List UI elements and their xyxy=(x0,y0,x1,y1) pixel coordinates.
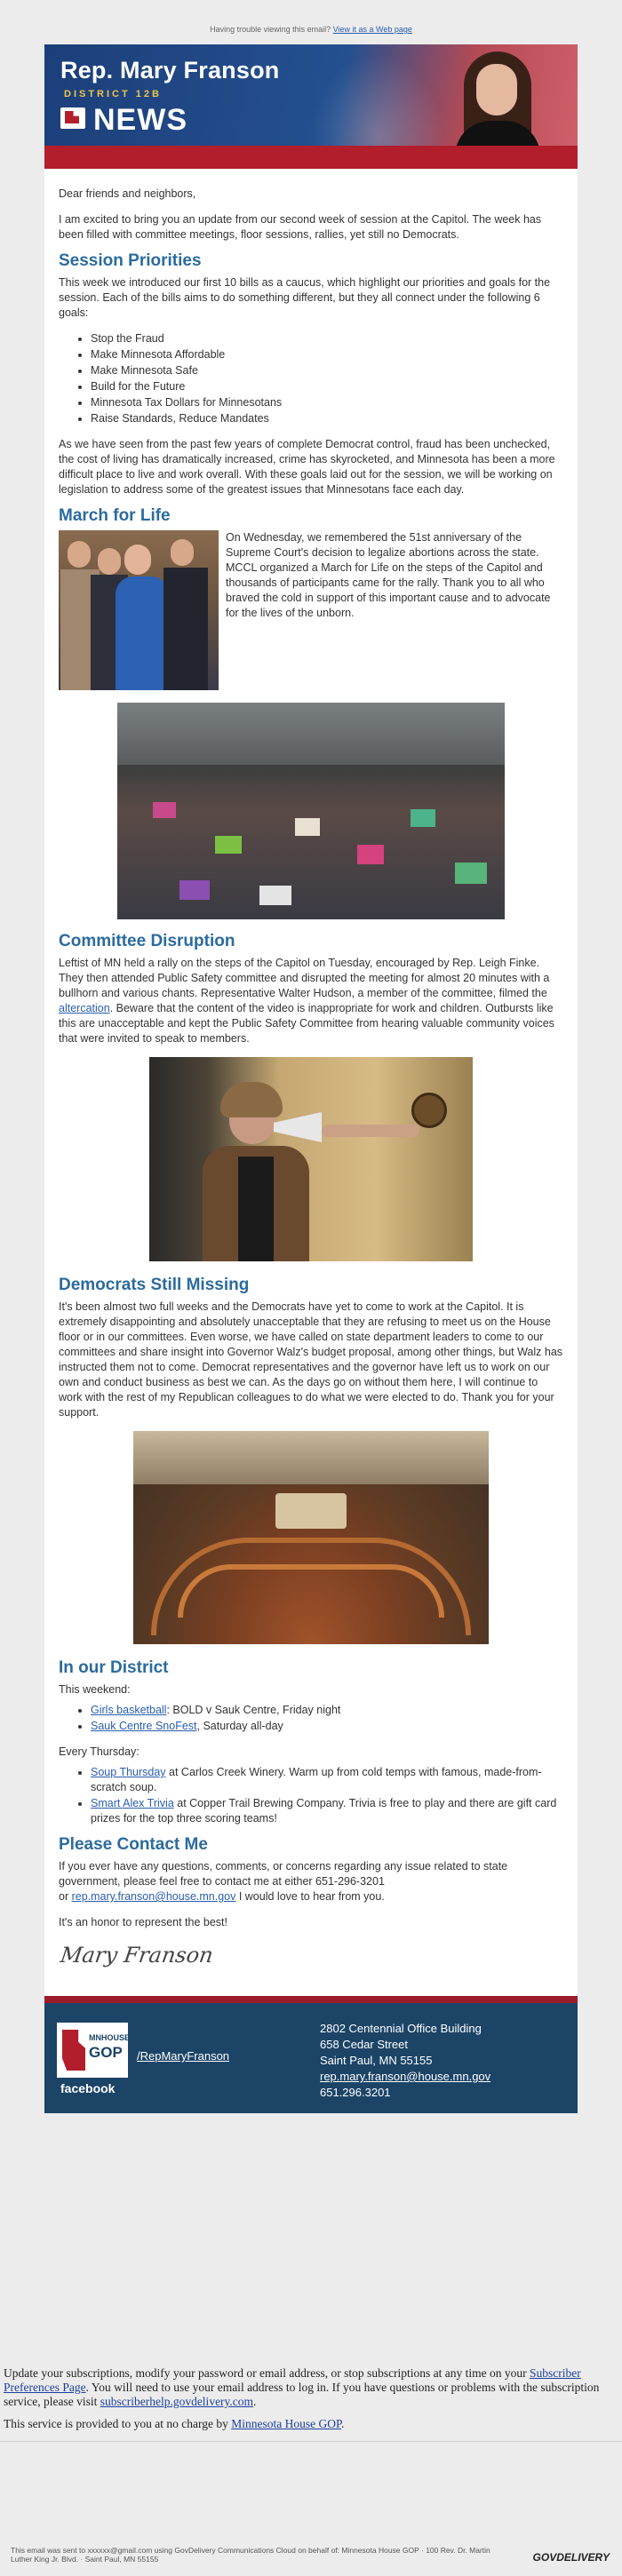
march-for-life-heading: March for Life xyxy=(59,506,171,525)
intro-paragraph: I am excited to bring you an update from our second week of session at the Capitol. The week has been filled with committee meetings, floor sessions, rallies, yet still no Democrats. xyxy=(59,213,542,241)
smart-alex-trivia-link[interactable]: Smart Alex Trivia xyxy=(91,1797,174,1809)
mn-house-gop-logo: MNHOUSE GOP xyxy=(57,2023,128,2078)
email-container xyxy=(44,44,578,2113)
footer-email-link[interactable]: rep.mary.franson@house.mn.gov xyxy=(320,2070,491,2083)
snofest-link[interactable]: Sauk Centre SnoFest xyxy=(91,1720,197,1732)
list-item: • Smart Alex Trivia at Copper Trail Brewing Company. Trivia is free to play and there are gift card prizes for the top three scoring teams! xyxy=(91,1796,563,1826)
march-for-life-text: On Wednesday, we remembered the 51st anniversary of the Supreme Court's decision to legalize abortions across the state. MCCL organized a March for Life on the steps of the Capitol and thousands of participants came for the rally. Thank you to all who braved the cold in support of this important cause and to advocate for the lives of the unborn. xyxy=(226,531,551,619)
rep-name: Rep. Mary Franson xyxy=(60,57,280,83)
web-page-link[interactable]: View it as a Web page xyxy=(332,25,412,34)
office-address: 2802 Centennial Office Building 658 Cedar Street Saint Paul, MN 55155 rep.mary.franson@house.mn.gov 651.296.3201 xyxy=(320,2022,491,2099)
goals-list xyxy=(91,331,563,426)
house-gop-link[interactable]: Minnesota House GOP xyxy=(231,2417,341,2430)
list-item: • Make Minnesota Safe xyxy=(91,363,563,378)
girls-basketball-link[interactable]: Girls basketball xyxy=(91,1704,167,1716)
service-provided-note: This service is provided to you at no charge by Minnesota House GOP. xyxy=(4,2417,345,2430)
header-banner xyxy=(44,44,578,169)
committee-disruption-text: Leftist of MN held a rally on the steps of the Capitol on Tuesday, encouraged by Rep. Leigh Finke. They then attended Public Safety committee and disrupted the meeting for almost 20 minutes with a bullhorn and various chants. Representative Walter Hudson, a member of the committee, filmed the altercation. Beware that the content of the video is inappropriate for work and children. Outbursts like this are unacceptable and kept the Public Safety Committee from hearing valuable community voices that were invited to speak to members. xyxy=(59,957,554,1045)
contact-text: If you ever have any questions, comments, or concerns regarding any issue related to state government, please feel free to contact me at either 651-296-3201 or rep.mary.franson@house.mn.gov I would love to hear from you. xyxy=(59,1860,508,1903)
gop-facebook-badge[interactable] xyxy=(57,2023,131,2097)
legal-footer: This email was sent to xxxxxx@gmail.com using GovDelivery Communications Cloud on behalf of: Minnesota House GOP · 100 Rev. Dr. Martin Luther King Jr. Blvd. · Saint Paul, MN 55155 xyxy=(11,2546,490,2564)
signature: Mary Franson xyxy=(59,1943,215,1968)
democrats-missing-text: It's been almost two full weeks and the Democrats have yet to come to work at the Capitol. It is extremely disappointing and absolutely unacceptable that they are refusing to meet us on the House floor or in our committees. Even worse, we have called on state department leaders to come to our committees and share insight into Governor Walz's budget proposal, among other things, but Walz has instructed them not to come. Democrat representatives and the governor have left us to work on our own and conduct business as best we can. As the days go on without them here, I will continue to work with the rest of my Republican colleagues to do what we were elected to do. Thank you for your support. xyxy=(59,1300,563,1419)
soup-thursday-link[interactable]: Soup Thursday xyxy=(91,1766,166,1778)
list-item: • Girls basketball: BOLD v Sauk Centre, Friday night xyxy=(91,1703,563,1718)
list-item: • Build for the Future xyxy=(91,379,563,394)
subscription-notice: Update your subscriptions, modify your password or email address, or stop subscriptions at any time on your Subscriber Preferences Page. You will need to use your email address to log in. If you have questions or problems with the subscription service, please visit subscriberhelp.govdelivery.com. xyxy=(4,2366,600,2408)
email-body xyxy=(44,187,578,1996)
contact-email-link[interactable]: rep.mary.franson@house.mn.gov xyxy=(71,1890,236,1903)
divider xyxy=(0,2441,622,2442)
march-leaders-photo xyxy=(59,530,219,690)
list-item: • Soup Thursday at Carlos Creek Winery. Warm up from cold temps with famous, made-from-scratch soup. xyxy=(91,1765,563,1795)
list-item: • Make Minnesota Affordable xyxy=(91,347,563,362)
footer-phone: 651.296.3201 xyxy=(320,2086,391,2099)
greeting: Dear friends and neighbors, xyxy=(59,187,196,200)
subscriber-preferences-link[interactable]: Subscriber Preferences Page xyxy=(4,2366,581,2394)
footer xyxy=(44,1996,578,2113)
list-item: • Stop the Fraud xyxy=(91,331,563,346)
rep-portrait xyxy=(444,44,549,146)
facebook-page-link[interactable]: /RepMaryFranson xyxy=(137,2049,230,2063)
house-chamber-photo xyxy=(133,1431,489,1644)
subscriber-help-link[interactable]: subscriberhelp.govdelivery.com xyxy=(100,2395,254,2408)
weekend-label: This weekend: xyxy=(59,1683,131,1696)
news-label: NEWS xyxy=(93,103,187,137)
march-crowd-photo xyxy=(117,703,505,919)
closing-line: It's an honor to represent the best! xyxy=(59,1916,228,1928)
committee-disruption-heading: Committee Disruption xyxy=(59,932,235,950)
in-our-district-heading: In our District xyxy=(59,1658,169,1677)
bullhorn-photo xyxy=(149,1057,473,1261)
facebook-label: facebook xyxy=(60,2081,116,2095)
list-item: • Sauk Centre SnoFest, Saturday all-day xyxy=(91,1719,563,1734)
minnesota-map-icon xyxy=(62,2030,85,2071)
contact-heading: Please Contact Me xyxy=(59,1835,208,1854)
session-priorities-outro: As we have seen from the past few years of complete Democrat control, fraud has been unchecked, the cost of living has dramatically increased, crime has skyrocketed, and Minnesota has been a more difficult place to live and work overall. With these goals laid out for the session, we will be working on legislation to address some of the greatest issues that Minnesotans face each day. xyxy=(59,438,555,496)
district-label: DISTRICT 12B xyxy=(64,89,162,99)
session-priorities-heading: Session Priorities xyxy=(59,251,202,270)
thursday-label: Every Thursday: xyxy=(59,1745,140,1758)
weekend-events-list xyxy=(91,1703,563,1734)
thursday-events-list xyxy=(91,1765,563,1826)
democrats-missing-heading: Democrats Still Missing xyxy=(59,1276,250,1294)
govdelivery-logo: GOVDELIVERY xyxy=(532,2551,610,2564)
trouble-viewing-note xyxy=(0,25,622,34)
list-item: • Raise Standards, Reduce Mandates xyxy=(91,411,563,426)
house-gop-logo-icon xyxy=(60,107,85,129)
session-priorities-intro: This week we introduced our first 10 bills as a caucus, which highlight our priorities and goals for the session. Each of the bills aims to do something different, but they all connect under the following 6 goals: xyxy=(59,276,551,319)
capitol-dome-image xyxy=(311,53,444,146)
trouble-viewing-text: Having trouble viewing this email? xyxy=(210,25,333,34)
list-item: • Minnesota Tax Dollars for Minnesotans xyxy=(91,395,563,410)
altercation-link[interactable]: altercation xyxy=(59,1002,110,1014)
